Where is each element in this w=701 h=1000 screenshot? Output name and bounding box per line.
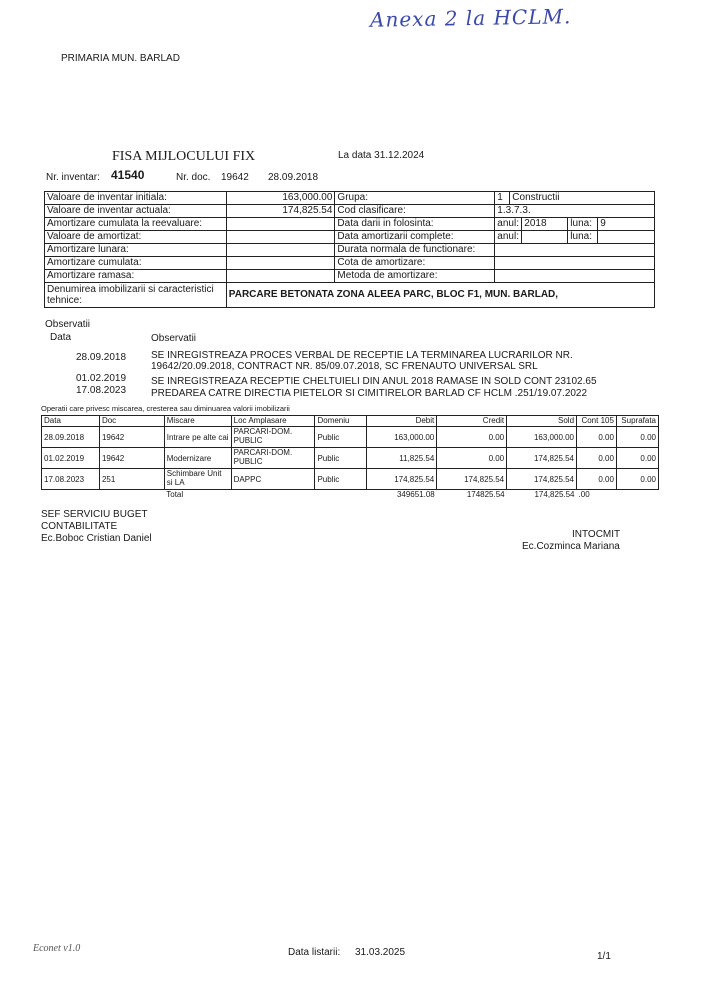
grupa-name: Constructii — [512, 192, 560, 203]
col-header-suprafata: Suprafata — [616, 416, 658, 427]
cell-sold: 174,825.54 — [507, 469, 577, 490]
obs-date-2: 01.02.2019 — [76, 373, 127, 384]
col-header-miscare: Miscare — [164, 416, 231, 427]
cell-suprafata: 0.00 — [616, 448, 658, 469]
amort-lunara — [226, 244, 335, 257]
table-row — [42, 469, 659, 490]
col-header-doc: Doc — [99, 416, 164, 427]
label-valoare-initiala: Valoare de inventar initiala: — [45, 192, 227, 205]
durata — [495, 244, 655, 257]
label-cota: Cota de amortizare: — [335, 257, 495, 270]
label-denumire: Denumirea imobilizarii si caracteristici tehnice: — [45, 283, 227, 308]
software-name: Econet v1.0 — [33, 943, 81, 954]
cell-cont105: 0.00 — [577, 427, 617, 448]
asset-summary-table — [44, 191, 655, 308]
label-amort-reevaluare: Amortizare cumulata la reevaluare: — [45, 218, 227, 231]
cell-suprafata: 0.00 — [616, 469, 658, 490]
valoare-initiala: 163,000.00 — [226, 192, 335, 205]
cell-doc: 251 — [99, 469, 164, 490]
obs-date-1: 28.09.2018 — [76, 352, 127, 363]
cell-doc: 19642 — [99, 427, 164, 448]
observatii-heading: Observatii — [45, 319, 91, 330]
handwritten-annotation: Anexa 2 la HCLM. — [369, 4, 572, 32]
page-number: 1/1 — [597, 951, 611, 962]
col-header-debit: Debit — [367, 416, 437, 427]
label-amort-lunara: Amortizare lunara: — [45, 244, 227, 257]
sig-left-title-2: CONTABILITATE — [41, 521, 118, 532]
cell-loc: DAPPC — [231, 469, 315, 490]
anul-label: anul: — [495, 218, 522, 230]
document-title: FISA MIJLOCULUI FIX — [112, 149, 256, 164]
metoda — [495, 270, 655, 283]
col-header-credit: Credit — [437, 416, 507, 427]
label-cod-clasificare: Cod clasificare: — [335, 205, 495, 218]
valoare-actuala: 174,825.54 — [226, 205, 335, 218]
label-data-amort: Data amortizarii complete: — [335, 231, 495, 244]
label-durata: Durata normala de functionare: — [335, 244, 495, 257]
obs-date-3: 17.08.2023 — [76, 385, 127, 396]
sig-left-title-1: SEF SERVICIU BUGET — [41, 509, 148, 520]
cod-clasificare: 1.3.7.3. — [495, 205, 655, 218]
listing-date: 31.03.2025 — [355, 947, 406, 958]
cell-domeniu: Public — [315, 427, 367, 448]
anul-label-2: anul: — [495, 231, 522, 243]
totals-label: Total — [166, 490, 184, 499]
obs-text-3: PREDAREA CATRE DIRECTIA PIETELOR SI CIMITIRELOR BARLAD CF HCLM .251/19.07.2022 — [151, 388, 588, 399]
cell-credit: 174,825.54 — [437, 469, 507, 490]
cell-data: 01.02.2019 — [42, 448, 100, 469]
cell-data: 28.09.2018 — [42, 427, 100, 448]
cota — [495, 257, 655, 270]
observatii-col-obs: Observatii — [151, 333, 197, 344]
operations-table — [41, 415, 659, 510]
folosinta-anul: 2018 — [522, 218, 568, 230]
doc-label: Nr. doc. — [176, 172, 211, 183]
totals-sold: 174,825.54 — [534, 490, 575, 499]
cell-cont105: 0.00 — [577, 448, 617, 469]
cell-miscare: Schimbare Unit si LA — [164, 469, 231, 490]
grupa-code: 1 — [495, 192, 510, 204]
col-header-domeniu: Domeniu — [315, 416, 367, 427]
cell-sold: 163,000.00 — [507, 427, 577, 448]
listing-label: Data listarii: — [288, 947, 341, 958]
label-data-folosinta: Data darii in folosinta: — [335, 218, 495, 231]
sig-right-title: INTOCMIT — [572, 529, 621, 540]
cell-data: 17.08.2023 — [42, 469, 100, 490]
col-header-sold: Sold — [507, 416, 577, 427]
sig-right-name: Ec.Cozminca Mariana — [522, 541, 620, 552]
amort-reevaluare — [226, 218, 335, 231]
label-amort-cumulata: Amortizare cumulata: — [45, 257, 227, 270]
cell-debit: 11,825.54 — [367, 448, 437, 469]
totals-cont105: .00 — [578, 490, 590, 499]
label-valoare-amortizat: Valoare de amortizat: — [45, 231, 227, 244]
obs-text-1b: 19642/20.09.2018, CONTRACT NR. 85/09.07.2018, SC FRENAUTO UNIVERSAL SRL — [151, 361, 538, 372]
institution-name: PRIMARIA MUN. BARLAD — [61, 53, 180, 64]
luna-label: luna: — [568, 218, 598, 230]
cell-doc: 19642 — [99, 448, 164, 469]
cell-domeniu: Public — [315, 448, 367, 469]
operations-header-row — [42, 416, 659, 427]
col-header-data: Data — [42, 416, 100, 427]
doc-date: 28.09.2018 — [268, 172, 319, 183]
sig-left-name: Ec.Boboc Cristian Daniel — [41, 533, 152, 544]
col-header-loc: Loc Amplasare — [231, 416, 315, 427]
amort-anul — [522, 231, 568, 243]
amort-luna — [598, 231, 654, 243]
label-amort-ramasa: Amortizare ramasa: — [45, 270, 227, 283]
label-metoda: Metoda de amortizare: — [335, 270, 495, 283]
amort-ramasa — [226, 270, 335, 283]
label-grupa: Grupa: — [335, 192, 495, 205]
table-row — [42, 427, 659, 448]
label-valoare-actuala: Valoare de inventar actuala: — [45, 205, 227, 218]
luna-label-2: luna: — [568, 231, 598, 243]
cell-miscare: Modernizare — [164, 448, 231, 469]
observatii-col-data: Data — [50, 332, 72, 343]
cell-debit: 163,000.00 — [367, 427, 437, 448]
report-date: La data 31.12.2024 — [338, 150, 425, 161]
inventory-number: 41540 — [111, 168, 145, 182]
folosinta-luna: 9 — [600, 218, 606, 229]
doc-number: 19642 — [221, 172, 249, 183]
cell-loc: PARCARI-DOM. PUBLIC — [231, 448, 315, 469]
denumire-value: PARCARE BETONATA ZONA ALEEA PARC, BLOC F1, MUN. BARLAD, — [226, 283, 654, 308]
totals-credit: 174825.54 — [466, 490, 505, 499]
cell-debit: 174,825.54 — [367, 469, 437, 490]
table-row — [42, 448, 659, 469]
cell-loc: PARCARI-DOM. PUBLIC — [231, 427, 315, 448]
cell-miscare: Intrare pe alte cai — [164, 427, 231, 448]
cell-domeniu: Public — [315, 469, 367, 490]
totals-row — [42, 490, 659, 511]
cell-suprafata: 0.00 — [616, 427, 658, 448]
cell-credit: 0.00 — [437, 448, 507, 469]
cell-cont105: 0.00 — [577, 469, 617, 490]
obs-text-1a: SE INREGISTREAZA PROCES VERBAL DE RECEPTIE LA TERMINAREA LUCRARILOR NR. — [151, 350, 573, 361]
amort-cumulata — [226, 257, 335, 270]
col-header-cont105: Cont 105 — [577, 416, 617, 427]
valoare-amortizat — [226, 231, 335, 244]
totals-debit: 349651.08 — [396, 490, 435, 499]
cell-credit: 0.00 — [437, 427, 507, 448]
operations-caption: Operatii care privesc miscarea, cresterea sau diminuarea valorii imobilizarii — [41, 404, 290, 413]
inventory-label: Nr. inventar: — [46, 172, 100, 183]
obs-text-2: SE INREGISTREAZA RECEPTIE CHELTUIELI DIN ANUL 2018 RAMASE IN SOLD CONT 23102.65 — [151, 376, 597, 387]
cell-sold: 174,825.54 — [507, 448, 577, 469]
